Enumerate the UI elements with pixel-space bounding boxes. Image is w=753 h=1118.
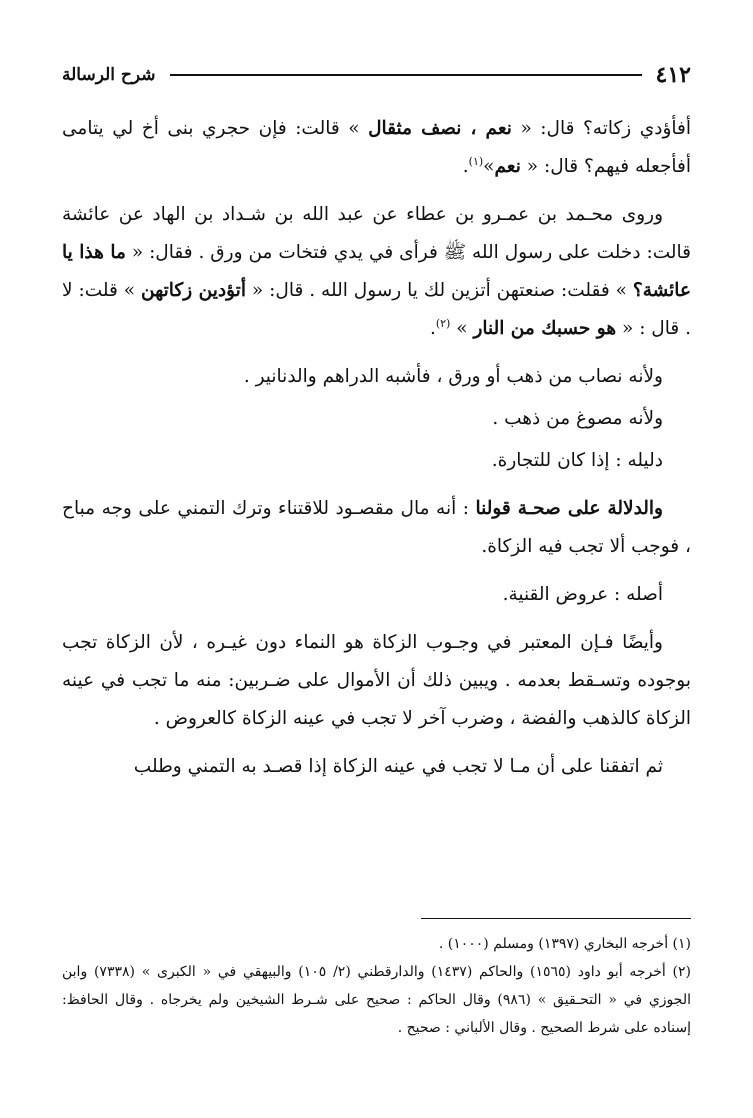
paragraph-2 — [62, 196, 691, 348]
paragraph-1 — [62, 110, 691, 186]
text-run: » قالت: فإن حجري بنى أخ لي يتامى أفأجعله فيهم؟ قال: « — [62, 118, 691, 177]
page-number: ٤١٢ — [655, 62, 691, 88]
paragraph-9: ثم اتفقنا على أن مـا لا تجب في عينه الزكاة إذا قصـد به التمني وطلب — [133, 756, 663, 777]
text-run: وروى محـمد بن عمـرو بن عطاء عن عبد الله بن شـداد بن الهاد عن عائشة قالت: دخلت على رسول الله ﷺ فرأى في يدي فتخات من ورق . فقال: « — [62, 204, 691, 263]
page-header — [62, 58, 691, 92]
paragraph-3: ولأنه نصاب من ذهب أو ورق ، فأشبه الدراهم والدنانير . — [243, 366, 663, 387]
footnotes — [62, 930, 691, 1042]
text-run: » — [483, 156, 495, 177]
paragraph-8: وأيضًا فـإن المعتبر في وجـوب الزكاة هو النماء دون غيـره ، لأن الزكاة تجب بوجوده وتسـقط بعدمه . ويبين ذلك أن الأموال على ضـربين: منه ما تجب في عينه الزكاة كالذهب والفضة ، وضرب آخر لا تجب في عينه الزكاة كالعروض . — [62, 632, 691, 729]
bold-quote: ما هذا يا عائشة؟ — [62, 242, 691, 301]
footnote-rule — [421, 918, 691, 919]
bold-quote: نعم ، نصف مثقال — [368, 118, 512, 139]
text-run: . — [462, 156, 469, 177]
footnote-2: (٢) أخرجه أبو داود (١٥٦٥) والحاكم (١٤٣٧) والدارقطني (٢/ ١٠٥) والبيهقي في « الكبرى » (٧٣٣٨) وابن الجوزي في « التحـقيق » (٩٨٦) وقال الحاكم : صحيح على شـرط الشيخين ولم يخرجاه . وقال الحافظ: إسناده على شرط الصحيح . وقال الألباني : صحيح . — [62, 964, 691, 1036]
bold-quote: نعم — [494, 156, 521, 177]
text-run: . — [429, 318, 436, 339]
text-run: » فقلت: صنعتهن أتزين لك يا رسول الله . قال: « — [245, 280, 633, 301]
running-title: شرح الرسالة — [62, 65, 156, 85]
main-text — [62, 110, 691, 796]
bold-heading: والدلالة على صحـة قولنا — [475, 498, 663, 519]
paragraph-5: دليله : إذا كان للتجارة. — [491, 450, 663, 471]
text-run: » قلت: لا . قال : « — [62, 280, 691, 339]
footnote-ref-1: (١) — [468, 154, 484, 168]
footnote-ref-2: (٢) — [435, 316, 451, 330]
bold-quote: أتؤدين زكاتهن — [141, 280, 246, 301]
header-rule — [170, 74, 642, 76]
text-run: : أنه مال مقصـود للاقتناء وترك التمني على وجه مباح ، فوجب ألا تجب فيه الزكاة. — [62, 498, 691, 557]
paragraph-4: ولأنه مصوغ من ذهب . — [492, 408, 663, 429]
paragraph-7: أصله : عروض القنية. — [502, 584, 663, 605]
text-run: » — [450, 318, 474, 339]
footnote-1: (١) أخرجه البخاري (١٣٩٧) ومسلم (١٠٠٠) . — [438, 936, 691, 952]
bold-quote: هو حسبك من النار — [473, 318, 617, 339]
text-run: أفأؤدي زكاته؟ قال: « — [511, 118, 692, 139]
paragraph-6 — [62, 490, 691, 566]
